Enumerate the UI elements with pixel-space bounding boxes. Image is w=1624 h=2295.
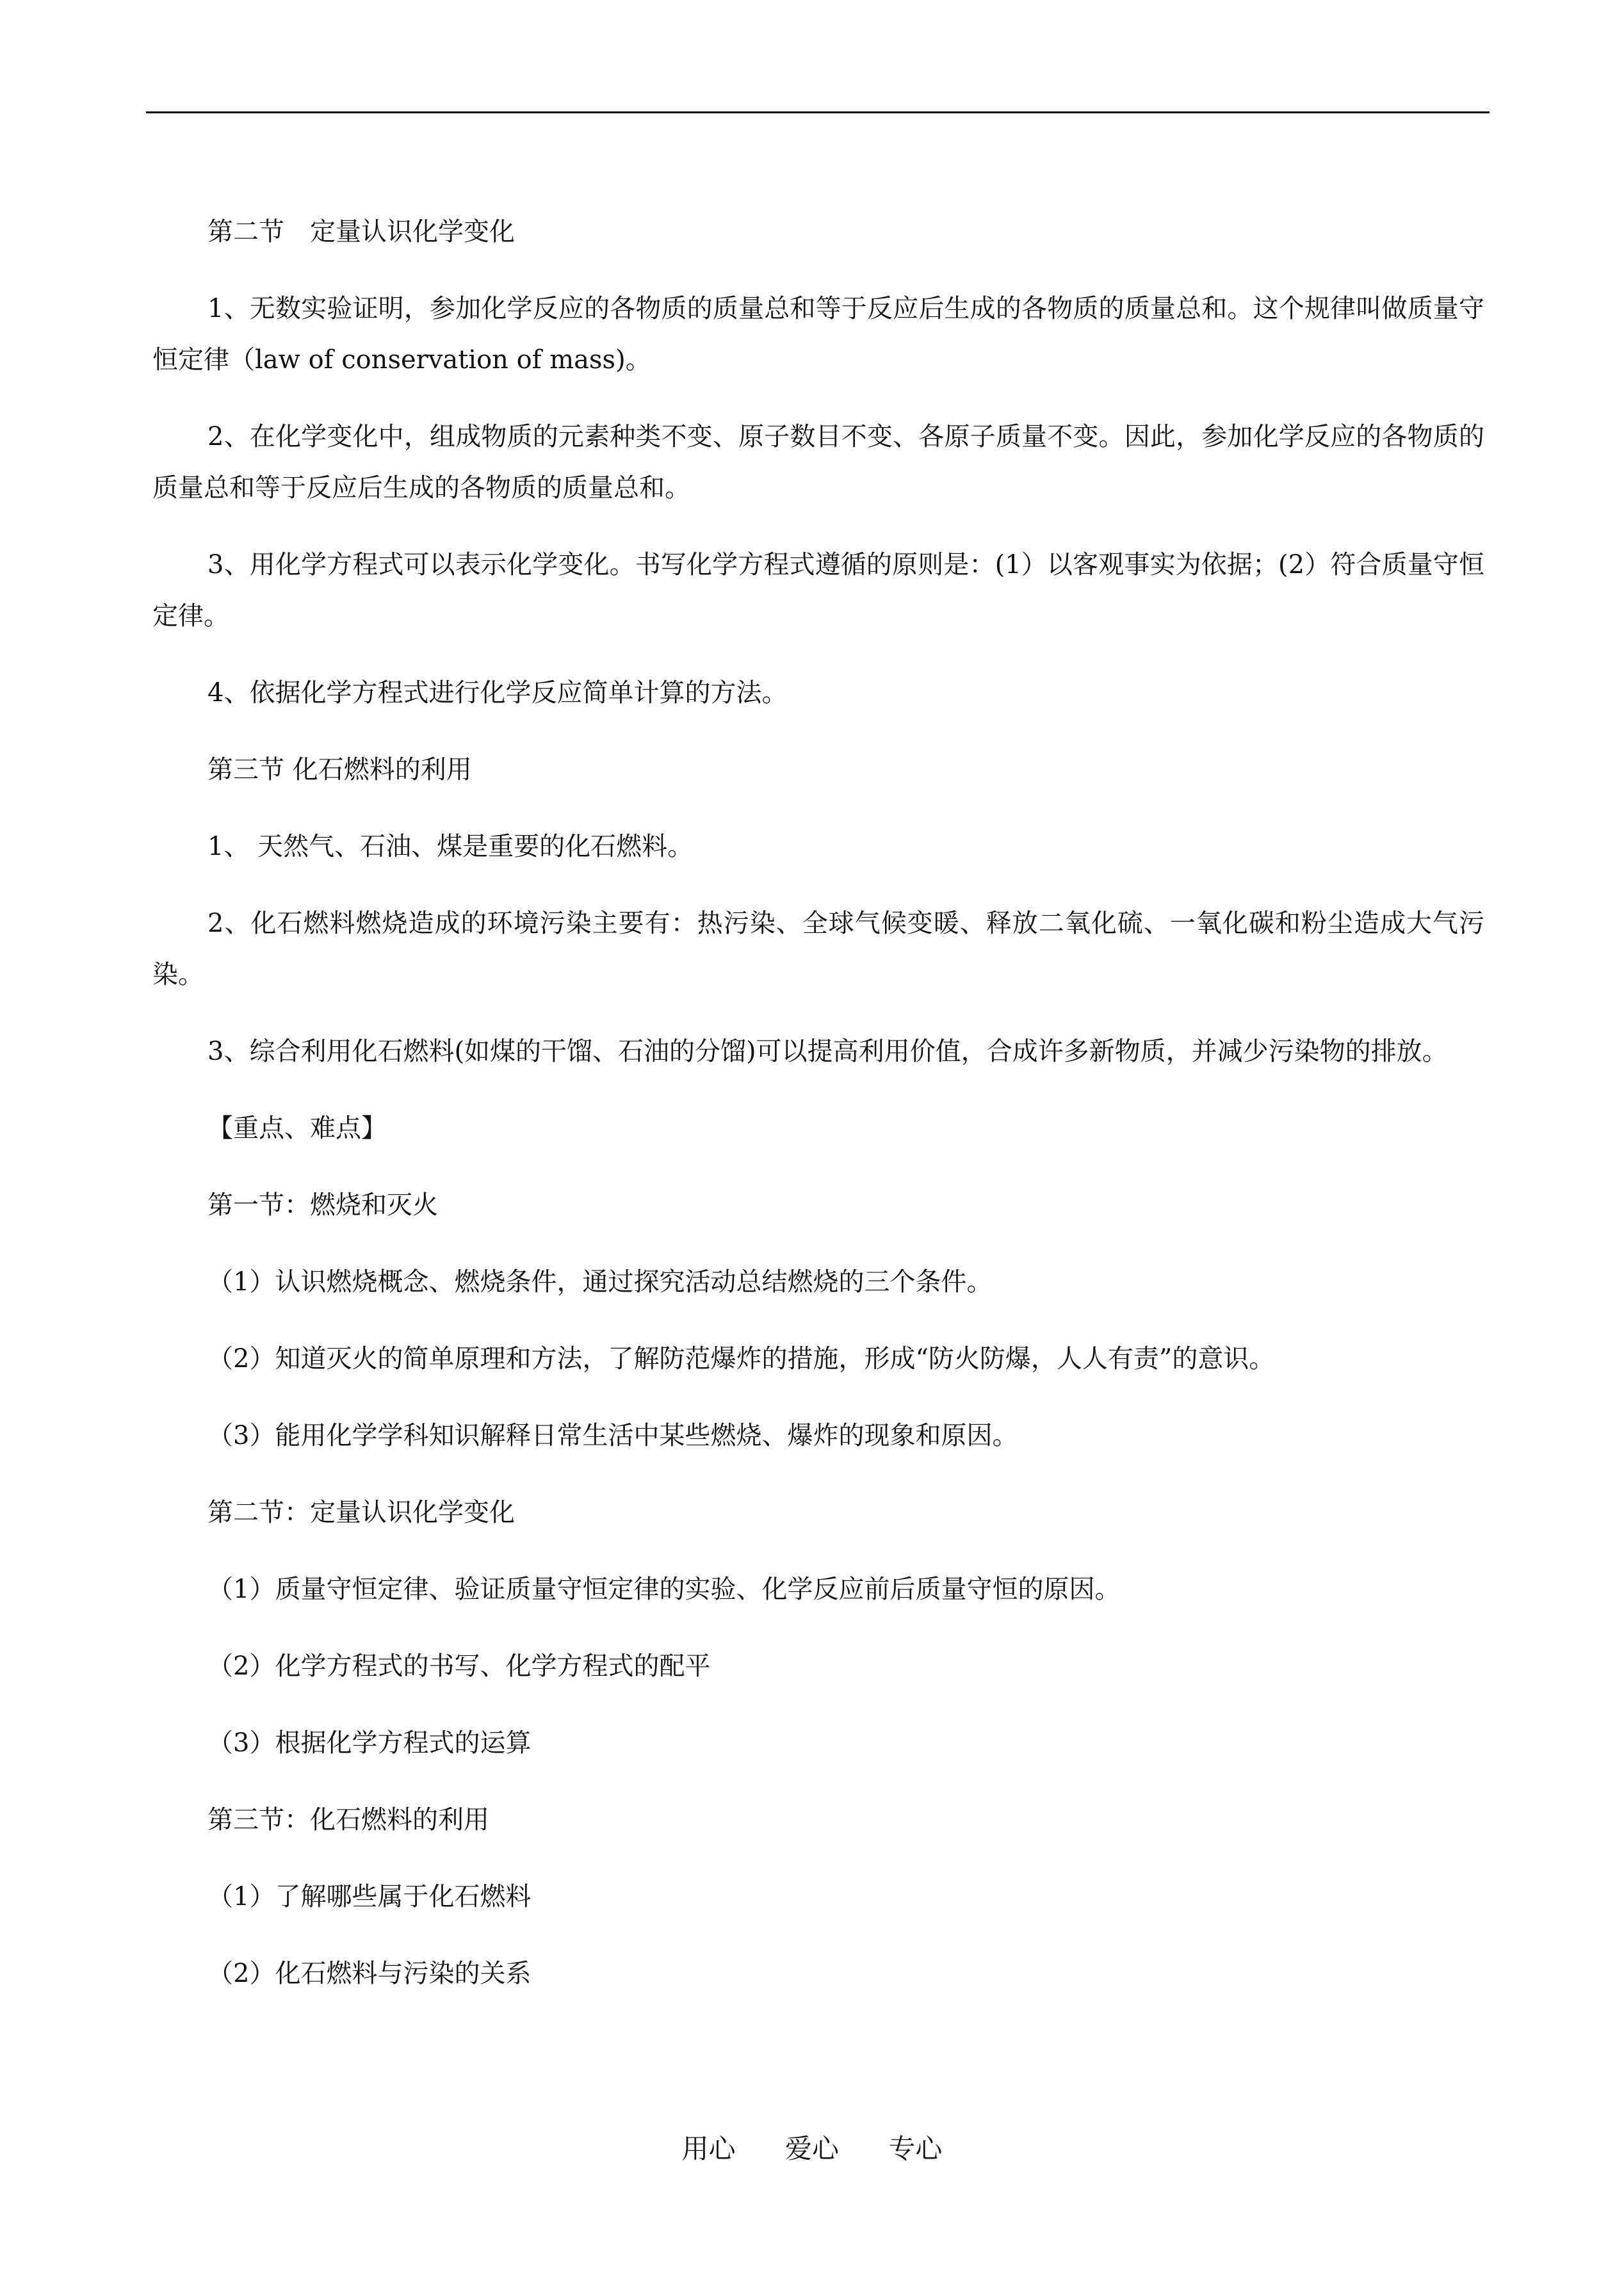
footer-text: 爱心 bbox=[784, 2133, 839, 2164]
list-item: （1）认识燃烧概念、燃烧条件，通过探究活动总结燃烧的三个条件。 bbox=[207, 1267, 993, 1297]
paragraph: 1、无数实验证明，参加化学反应的各物质的质量总和等于反应后生成的各物质的质量总和。这个规律叫做质量守恒定律（law of conservation of mass)。 bbox=[152, 294, 1484, 375]
section-heading: 第二节 定量认识化学变化 bbox=[207, 217, 515, 247]
section-heading: 第三节：化石燃料的利用 bbox=[207, 1805, 489, 1835]
paragraph: 2、在化学变化中，组成物质的元素种类不变、原子数目不变、各原子质量不变。因此，参加化学反应的各物质的质量总和等于反应后生成的各物质的质量总和。 bbox=[152, 422, 1484, 503]
header-rule bbox=[146, 111, 1490, 113]
section-heading: 第二节：定量认识化学变化 bbox=[207, 1498, 515, 1527]
list-item: （3）根据化学方程式的运算 bbox=[207, 1728, 532, 1758]
list-item: （1）质量守恒定律、验证质量守恒定律的实验、化学反应前后质量守恒的原因。 bbox=[207, 1575, 1121, 1604]
paragraph: 4、依据化学方程式进行化学反应简单计算的方法。 bbox=[207, 678, 788, 708]
list-item: （2）化石燃料与污染的关系 bbox=[207, 1959, 532, 1988]
list-item: （2）化学方程式的书写、化学方程式的配平 bbox=[207, 1651, 711, 1681]
footer-text: 专心 bbox=[888, 2133, 943, 2164]
paragraph: 1、 天然气、石油、煤是重要的化石燃料。 bbox=[207, 832, 694, 861]
section-heading: 第一节：燃烧和灭火 bbox=[207, 1190, 438, 1220]
list-item: （1）了解哪些属于化石燃料 bbox=[207, 1882, 532, 1911]
paragraph: 2、化石燃料燃烧造成的环境污染主要有：热污染、全球气候变暖、释放二氧化硫、一氧化碳和粉尘造成大气污染。 bbox=[152, 909, 1484, 989]
page-footer bbox=[0, 2130, 1624, 2168]
footer-text: 用心 bbox=[681, 2133, 736, 2164]
paragraph: 3、用化学方程式可以表示化学变化。书写化学方程式遵循的原则是：(1）以客观事实为依据；(2）符合质量守恒定律。 bbox=[152, 550, 1484, 631]
paragraph: 3、综合利用化石燃料(如煤的干馏、石油的分馏)可以提高利用价值，合成许多新物质，并减少污染物的排放。 bbox=[207, 1037, 1448, 1066]
section-heading: 【重点、难点】 bbox=[207, 1114, 387, 1143]
section-heading: 第三节 化石燃料的利用 bbox=[207, 755, 472, 784]
list-item: （3）能用化学学科知识解释日常生活中某些燃烧、爆炸的现象和原因。 bbox=[207, 1421, 1018, 1450]
list-item: （2）知道灭火的简单原理和方法，了解防范爆炸的措施，形成“防火防爆，人人有责”的意识。 bbox=[207, 1344, 1275, 1374]
document-body bbox=[152, 206, 1484, 1999]
